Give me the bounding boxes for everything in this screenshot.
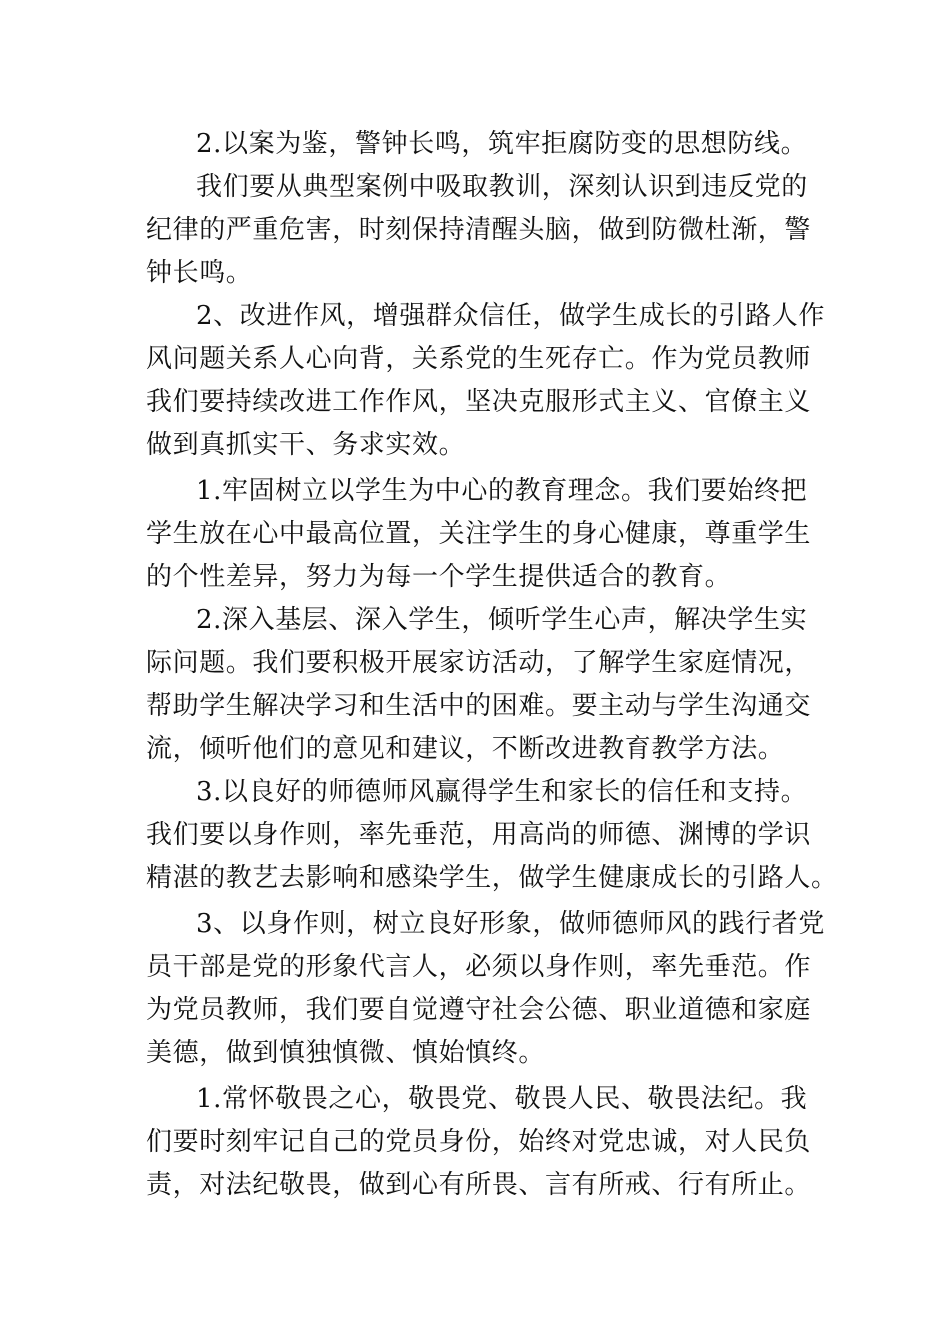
text-line: 们要时刻牢记自己的党员身份，始终对党忠诚，对人民负 [146,1127,812,1157]
text-line: 1.牢固树立以学生为中心的教育理念。我们要始终把 [196,476,808,506]
text-line: 3.以良好的师德师风赢得学生和家长的信任和支持。 [196,777,808,807]
text-line: 责，对法纪敬畏，做到心有所畏、言有所戒、行有所止。 [146,1170,812,1200]
text-line: 学生放在心中最高位置，关注学生的身心健康，尊重学生 [146,519,812,549]
text-line: 帮助学生解决学习和生活中的困难。要主动与学生沟通交 [146,691,812,721]
text-line: 2、改进作风，增强群众信任，做学生成长的引路人作 [196,301,825,331]
text-line: 2.深入基层、深入学生，倾听学生心声，解决学生实 [196,605,808,635]
text-line: 员干部是党的形象代言人，必须以身作则，率先垂范。作 [146,952,812,982]
text-line: 我们要持续改进工作作风，坚决克服形式主义、官僚主义 [146,387,812,417]
text-line: 1.常怀敬畏之心，敬畏党、敬畏人民、敬畏法纪。我 [196,1084,808,1114]
text-line: 我们要以身作则，率先垂范，用高尚的师德、渊博的学识 [146,820,812,850]
text-line: 纪律的严重危害，时刻保持清醒头脑，做到防微杜渐，警 [146,215,812,245]
text-line: 2.以案为鉴，警钟长鸣，筑牢拒腐防变的思想防线。 [196,129,808,159]
text-line: 做到真抓实干、务求实效。 [146,430,466,460]
text-line: 际问题。我们要积极开展家访活动，了解学生家庭情况， [146,648,812,678]
text-line: 3、以身作则，树立良好形象，做师德师风的践行者党 [196,909,825,939]
text-line: 精湛的教艺去影响和感染学生，做学生健康成长的引路人。 [146,863,838,893]
text-line: 风问题关系人心向背，关系党的生死存亡。作为党员教师 [146,344,812,374]
text-line: 美德，做到慎独慎微、慎始慎终。 [146,1038,546,1068]
text-line: 为党员教师，我们要自觉遵守社会公德、职业道德和家庭 [146,995,812,1025]
text-line: 流，倾听他们的意见和建议，不断改进教育教学方法。 [146,734,785,764]
text-line: 我们要从典型案例中吸取教训，深刻认识到违反党的 [196,172,808,202]
text-line: 的个性差异，努力为每一个学生提供适合的教育。 [146,562,732,592]
text-line: 钟长鸣。 [146,258,253,288]
